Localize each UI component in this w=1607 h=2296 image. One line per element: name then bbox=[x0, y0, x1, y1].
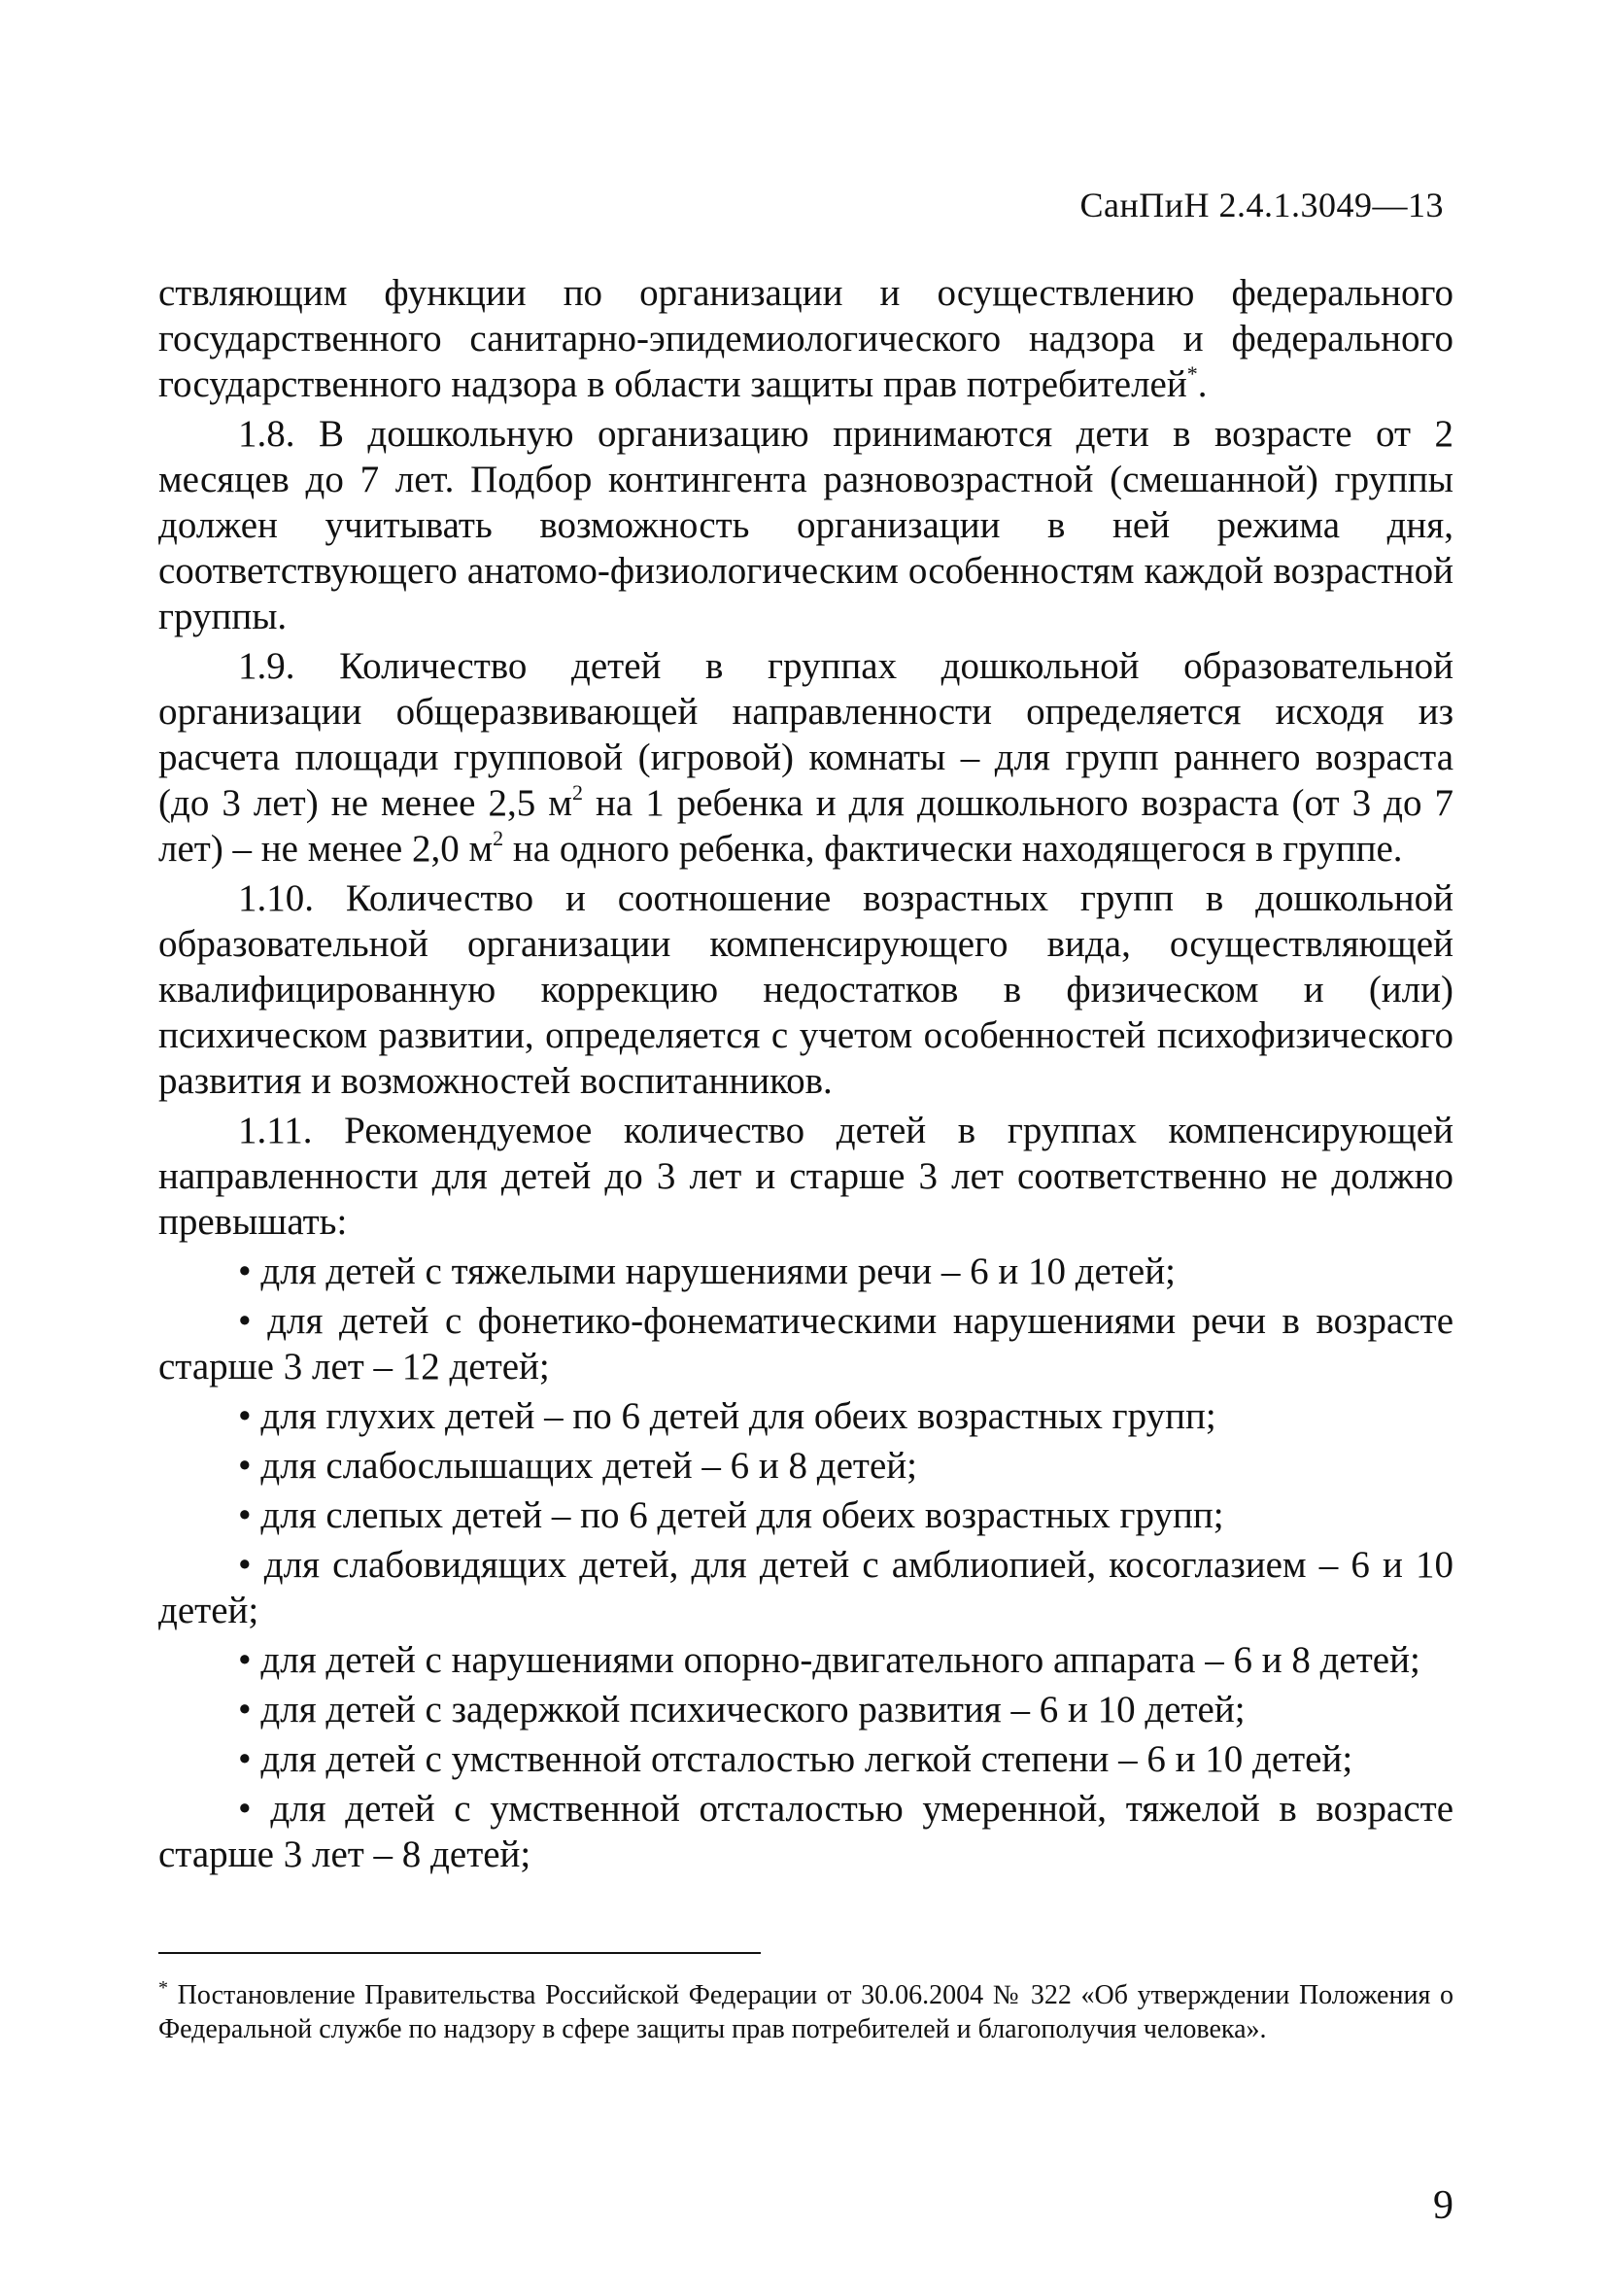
paragraph-1-11: 1.11. Рекомендуемое количество детей в группах компенсирующей направленности для детей до 3 лет и старше 3 лет соответственно не должно превышать: bbox=[158, 1110, 1453, 1243]
body-text bbox=[158, 270, 1453, 1877]
bullet-item: • для слабослышащих детей – 6 и 8 детей; bbox=[158, 1443, 1453, 1489]
superscript: 2 bbox=[571, 780, 583, 805]
footnote bbox=[158, 1978, 1453, 2046]
paragraph-end: . bbox=[1197, 363, 1208, 405]
superscript: 2 bbox=[493, 826, 504, 850]
bullet-item: • для детей с тяжелыми нарушениями речи – 6 и 10 детей; bbox=[158, 1249, 1453, 1294]
paragraph-1-8: 1.8. В дошкольную организацию принимаются дети в возрасте от 2 месяцев до 7 лет. Подбор контингента разновозрастной (смешанной) группы должен учитывать возможность организации в ней режима дня, соответствующего анатомо-физиологическим особенностям каждой возрастной группы. bbox=[158, 413, 1453, 637]
paragraph-1-9 bbox=[158, 643, 1453, 872]
paragraph-text: на 1 ребенка и для дошкольного возраста (от 3 до 7 лет) – не менее 2,0 м bbox=[158, 782, 1453, 870]
page-number: 9 bbox=[1433, 2183, 1453, 2228]
bullet-item: • для детей с нарушениями опорно-двигательного аппарата – 6 и 8 детей; bbox=[158, 1637, 1453, 1683]
paragraph-text: 1.9. Количество детей в группах дошкольной образовательной организации общеразвивающей направленности определяется исходя из расчета площади групповой (игровой) комнаты – для групп раннего возраста (до 3 лет) не менее 2,5 м bbox=[158, 645, 1453, 824]
paragraph-1-10: 1.10. Количество и соотношение возрастных групп в дошкольной образовательной организации компенсирующего вида, осуществляющей квалифицированную коррекцию недостатков в физическом и (или) психическом развитии, определяется с учетом особенностей психофизического развития и возможностей воспитанников. bbox=[158, 877, 1453, 1102]
paragraph-continuation bbox=[158, 270, 1453, 407]
footnote-marker: * bbox=[158, 1977, 168, 1999]
footnote-text: Постановление Правительства Российской Федерации от 30.06.2004 № 322 «Об утверждении Положения о Федеральной службе по надзору в сфере защиты прав потребителей и благополучия человека». bbox=[158, 1980, 1453, 2044]
footnote-divider bbox=[158, 1952, 761, 1954]
document-header: СанПиН 2.4.1.3049—13 bbox=[1079, 186, 1444, 224]
bullet-item: • для слабовидящих детей, для детей с амблиопией, косоглазием – 6 и 10 детей; bbox=[158, 1542, 1453, 1633]
bullet-item: • для глухих детей – по 6 детей для обеих возрастных групп; bbox=[158, 1393, 1453, 1439]
paragraph-text: на одного ребенка, фактически находящегося в группе. bbox=[503, 828, 1403, 870]
footnote-reference: * bbox=[1186, 361, 1198, 386]
bullet-item: • для детей с задержкой психического развития – 6 и 10 детей; bbox=[158, 1687, 1453, 1732]
bullet-item: • для слепых детей – по 6 детей для обеих возрастных групп; bbox=[158, 1492, 1453, 1538]
paragraph-text: ствляющим функции по организации и осуществлению федерального государственного санитарно-эпидемиологического надзора и федерального государственного надзора в области защиты прав потребителей bbox=[158, 272, 1453, 405]
bullet-item: • для детей с умственной отсталостью умеренной, тяжелой в возрасте старше 3 лет – 8 детей; bbox=[158, 1786, 1453, 1877]
bullet-item: • для детей с умственной отсталостью легкой степени – 6 и 10 детей; bbox=[158, 1736, 1453, 1782]
bullet-item: • для детей с фонетико-фонематическими нарушениями речи в возрасте старше 3 лет – 12 детей; bbox=[158, 1298, 1453, 1389]
